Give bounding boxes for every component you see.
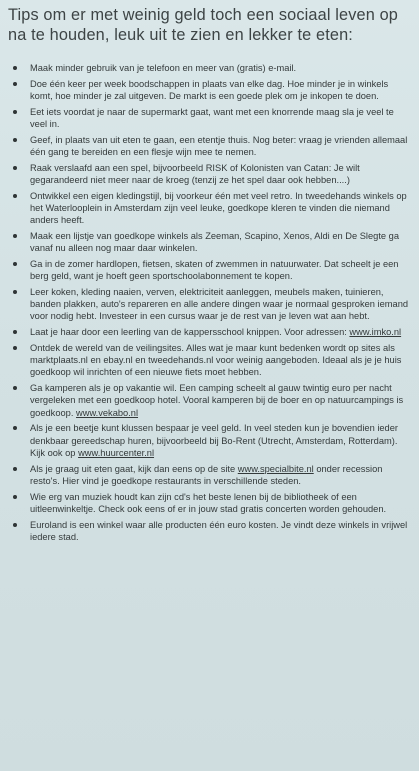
bullet-icon (13, 346, 17, 350)
list-item (8, 258, 411, 282)
bullet-icon (13, 290, 17, 294)
tip-link[interactable]: www.imko.nl (349, 327, 402, 338)
list-item (8, 190, 411, 227)
tip-text: Als je graag uit eten gaat, kijk dan eens op de site (30, 463, 238, 474)
tip-text: Doe één keer per week boodschappen in plaats van elke dag. Hoe minder je in winkels komt, hoe minder je zal uitgeven. De markt is een goede plek om je inkopen te doen. (30, 78, 389, 101)
tip-text: Raak verslaafd aan een spel, bijvoorbeeld RISK of Kolonisten van Catan: Je wilt gegarandeerd niet meer naar de kroeg (tenzij ze het spel daar ook hebben....) (30, 162, 360, 185)
list-item (8, 162, 411, 186)
tip-text-after: onder recession resto's. Hier vind je goedkope restaurants in verschillende steden. (30, 463, 383, 486)
tip-text: Wie erg van muziek houdt kan zijn cd's het beste lenen bij de bibliotheek of een uitleenwinkeltje. Check ook eens of er in jouw stad gratis concerten worden gehouden. (30, 491, 387, 514)
bullet-icon (13, 523, 17, 527)
list-item (8, 342, 411, 379)
tip-text: Ontdek de wereld van de veilingsites. Alles wat je maar kunt bedenken wordt op sites als marktplaats.nl en ebay.nl en tweedehands.nl voor weinig aangeboden. Ideaal als je je huis goedkoop wil inrichten of een nieuwe fiets moet hebben. (30, 343, 402, 378)
list-item (8, 286, 411, 323)
list-item (8, 326, 411, 338)
list-item (8, 106, 411, 130)
list-item (8, 463, 411, 487)
list-item (8, 382, 411, 419)
tip-text: Ga kamperen als je op vakantie wil. Een camping scheelt al gauw twintig euro per nacht vergeleken met een goedkoop hotel. Vooral kamperen bij de boer en op natuurcampings is goedkoop. (30, 383, 404, 418)
tip-text: Geef, in plaats van uit eten te gaan, een etentje thuis. Nog beter: vraag je vrienden allemaal één gang te bereiden en een flesje wijn mee te nemen. (30, 134, 408, 157)
list-item (8, 134, 411, 158)
bullet-icon (13, 66, 17, 70)
tip-text: Maak een lijstje van goedkope winkels als Zeeman, Scapino, Xenos, Aldi en De Slegte ga vanaf nu alleen nog maar daar winkelen. (30, 231, 399, 254)
bullet-icon (13, 110, 17, 114)
bullet-icon (13, 426, 17, 430)
list-item (8, 519, 411, 543)
bullet-icon (13, 82, 17, 86)
tip-text: Als je een beetje kunt klussen bespaar je veel geld. In veel steden kun je bovendien ieder denkbaar gereedschap huren, bijvoorbeeld bij Bo-Rent (Utrecht, Amsterdam, Rotterdam). Kijk ook op (30, 423, 398, 458)
tips-list (8, 62, 411, 543)
tip-text: Maak minder gebruik van je telefoon en meer van (gratis) e-mail. (30, 63, 297, 73)
tip-link[interactable]: www.vekabo.nl (76, 407, 139, 418)
list-item (8, 491, 411, 515)
list-item (8, 62, 411, 74)
tip-text: Ontwikkel een eigen kledingstijl, bij voorkeur één met veel retro. In tweedehands winkels op het Waterlooplein in Amsterdam zijn veel leuke, goedkope kleren te vinden die niemand anders heeft. (30, 190, 407, 226)
tip-text: Euroland is een winkel waar alle producten één euro kosten. Je vindt deze winkels in vrijwel iedere stad. (30, 519, 408, 542)
bullet-icon (13, 330, 17, 334)
bullet-icon (13, 194, 17, 198)
bullet-icon (13, 495, 17, 499)
tip-link[interactable]: www.huurcenter.nl (78, 447, 155, 458)
bullet-icon (13, 234, 17, 238)
tip-text: Eet iets voordat je naar de supermarkt gaat, want met een knorrende maag sla je veel te veel in. (30, 106, 394, 129)
bullet-icon (13, 166, 17, 170)
tip-text: Laat je haar door een leerling van de kappersschool knippen. Voor adressen: (30, 327, 350, 338)
tip-text: Leer koken, kleding naaien, verven, elektriciteit aanleggen, meubels maken, tuinieren, banden plakken, auto's repareren en alle andere dingen waar je normaal gesproken iemand voor nodig hebt. Investeer in een cursus waar je de rest van je leven wat aan hebt. (30, 287, 409, 322)
bullet-icon (13, 262, 17, 266)
bullet-icon (13, 386, 17, 390)
list-item (8, 230, 411, 254)
tip-text: Ga in de zomer hardlopen, fietsen, skaten of zwemmen in natuurwater. Dat scheelt je een berg geld, want je hoeft geen sportschoolabonnement te kopen. (30, 259, 399, 282)
tip-link[interactable]: www.specialbite.nl (237, 463, 314, 474)
bullet-icon (13, 138, 17, 142)
list-item (8, 78, 411, 102)
bullet-icon (13, 467, 17, 471)
list-item (8, 422, 411, 459)
page-title: Tips om er met weinig geld toch een sociaal leven op na te houden, leuk uit te zien en lekker te eten: (8, 6, 399, 44)
